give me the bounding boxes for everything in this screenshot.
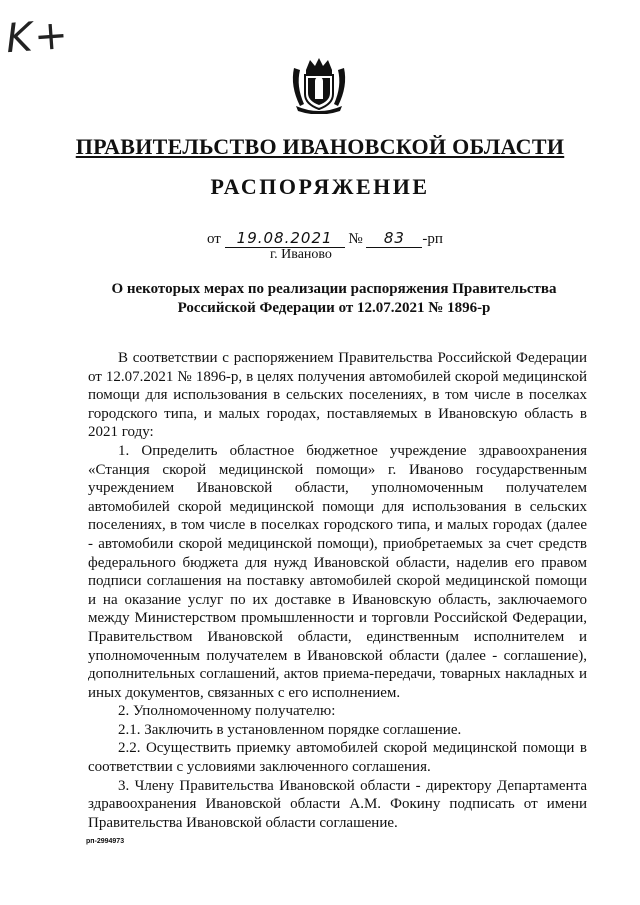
paragraph: 2. Уполномоченному получателю:	[118, 703, 336, 720]
document-subject: О некоторых мерах по реализации распоряжения Правительства Российской Федерации от 12.07.2021 № 1896-р	[111, 281, 557, 316]
number-sign: №	[348, 231, 363, 247]
coat-of-arms-icon	[288, 56, 350, 114]
document-body	[88, 349, 587, 832]
paragraph: 2.2. Осуществить приемку автомобилей скорой медицинской помощи в соответствии с условиями заключенного соглашения.	[88, 740, 587, 776]
paragraph: 2.1. Заключить в установленном порядке соглашение.	[118, 721, 462, 738]
number-suffix: -рп	[422, 231, 443, 247]
paragraph: В соответствии с распоряжением Правительства Российской Федерации от 12.07.2021 № 1896-р, в целях получения автомобилей скорой медицинской помощи для использования в сельских поселениях, в том числе в поселках городского типа, и малых городах, поставляемых в Ивановскую область в 2021 году:	[88, 350, 587, 441]
paragraph: 3. Члену Правительства Ивановской области - директору Департамента здравоохранения Ивановской области А.М. Фокину подписать от имени Правительства Ивановской области соглашение.	[88, 777, 587, 831]
paragraph: 1. Определить областное бюджетное учреждение здравоохранения «Станция скорой медицинской помощи» г. Иваново государственным учреждением Ивановской области, уполномоченным получателем автомобилей скорой медицинской помощи для использования в сельских поселениях, в том числе в поселках городского типа, и малых городах (далее - автомобили скорой медицинской помощи), приобретаемых за счет средств федерального бюджета для нужд Ивановской области, наделив его правом подписи соглашения на поставку автомобилей скорой медицинской помощи и на оказание услуг по их доставке в Ивановскую область, заключаемого между Министерством промышленности и торговли Российской Федерации, Правительством Ивановской области, единственным исполнителем и уполномоченным получателем в Ивановской области (далее - соглашение), дополнительных соглашений, актов приема-передачи, товарных накладных и иных документов, связанных с его исполнением.	[88, 442, 587, 701]
date-prefix: от	[207, 231, 221, 247]
document-number: 83	[366, 229, 422, 248]
organization-title: ПРАВИТЕЛЬСТВО ИВАНОВСКОЙ ОБЛАСТИ	[75, 134, 565, 159]
document-date: 19.08.2021	[225, 229, 345, 248]
document-type: РАСПОРЯЖЕНИЕ	[210, 174, 430, 199]
date-number-line	[207, 229, 443, 248]
city: г. Иваново	[270, 247, 332, 262]
handwritten-mark: K+	[4, 11, 72, 63]
footer-code: рп-2994973	[86, 838, 125, 845]
